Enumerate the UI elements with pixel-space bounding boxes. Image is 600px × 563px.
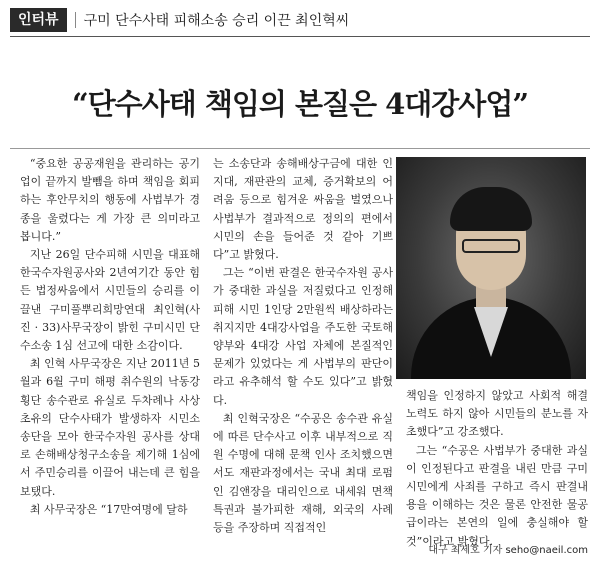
paragraph: 그는 “수공은 사법부가 중대한 과실이 인정된다고 판결을 내린 만큼 구미시민에게 사죄를 구하고 즉시 판결내용을 이해하는 것은 물론 안전한 물공급이라는 본연의 일에 충실해야 할 것”이라고 밝혔다.: [406, 443, 588, 548]
paragraph: 그는 “이번 판결은 한국수자원 공사가 중대한 과실을 저질렀다고 인정해 피해 시민 1인당 2만원씩 배상하라는 취지지만 4대강사업을 주도한 국토해양부와 4대강 사업 자체에 본질적인 문제가 있었다는 게 사법부의 판단이라고 유추해석 할 수도 있다”고 밝혔다.: [213, 266, 393, 407]
paragraph: “중요한 공공재원을 관리하는 공기업이 끝까지 발뺌을 하며 책임을 회피하는 후안무치의 행동에 사법부가 경종을 울렸다는 게 가장 큰 의미라고 봅니다.”: [20, 157, 200, 243]
headline: “단수사태 책임의 본질은 4대강사업”: [71, 87, 529, 121]
reporter-byline: 대구 최세호 기자 seho@naeil.com: [428, 545, 588, 556]
paragraph: 지난 26일 단수피해 시민을 대표해 한국수자원공사와 2년여기간 동안 힘든 법정싸움에서 시민들의 승리를 이끌낸 구미풀뿌리희망연대 최인혁(사진 · 33)사무국장이 밝힌 구미시민 단수소송 1심 선고에 대한 소감이다.: [20, 248, 200, 353]
section-title: 구미 단수사태 피해소송 승리 이끈 최인혁씨: [83, 13, 350, 29]
article-column-1: [20, 155, 200, 519]
article-column-2: [213, 155, 393, 537]
article-column-3: [406, 387, 588, 551]
section-label: 인터뷰: [10, 8, 67, 32]
section-header: [10, 8, 590, 32]
header-rule: [10, 36, 590, 37]
article-body: [20, 155, 588, 555]
paragraph: 는 소송단과 송해배상구금에 대한 인지대, 재판관의 교체, 증거확보의 어려움 등으로 힘겨운 싸움을 벌였으나 사법부가 결과적으로 정의의 편에서 시민의 손을 들어준 것 같아 기쁘다”고 밝혔다.: [213, 157, 393, 262]
section-divider: [75, 12, 76, 28]
paragraph: 최 인혁국장은 “수공은 송수관 유실에 따른 단수사고 이후 내부적으로 직원 수명에 대해 문책 인사 조치했으면서도 재판과정에서는 국내 최대 로펌인 김앤장을 대리인으로 내세워 면책특권과 불가피한 재해, 외국의 사례 등을 주장하며 직접적인: [213, 411, 393, 535]
paragraph: 책임을 인정하지 않았고 사회적 해결노력도 하지 않아 시민들의 분노를 자초했다”고 강조했다.: [406, 389, 588, 439]
headline-rule: [10, 148, 590, 149]
paragraph: 최 인혁 사무국장은 지난 2011년 5월과 6월 구미 해평 취수원의 낙동강 횡단 송수관로 유실로 두차례나 사상 초유의 단수사태가 발생하자 시민소송단을 모아 한국수자원 공사를 상대로 손해배상청구소송을 제기해 1심에서 주민승리를 이끌어 내는데 큰 힘을 보탰다.: [20, 357, 200, 498]
paragraph: 최 사무국장은 “17만여명에 달하: [29, 502, 188, 516]
